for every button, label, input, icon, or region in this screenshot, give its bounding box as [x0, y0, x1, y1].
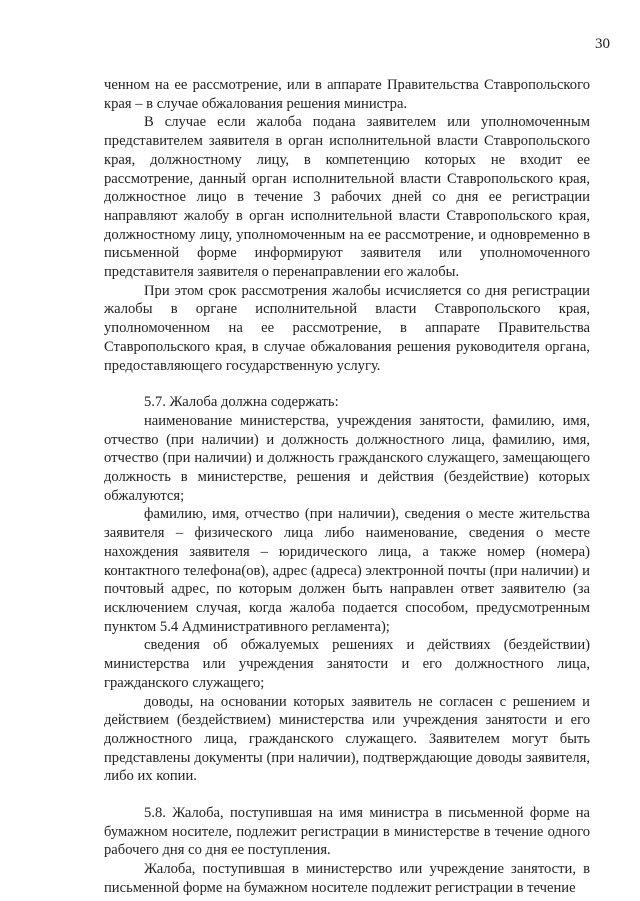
list-item-appealed-decisions: сведения об обжалуемых решениях и действиях (бездействии) министерства или учреждения занятости и его должностного лица, гражданского служащего;: [104, 637, 590, 691]
paragraph-continuation: ченном на ее рассмотрение, или в аппарате Правительства Ставропольского края – в случае обжалования решения министра.: [104, 77, 590, 112]
paragraph-registration: Жалоба, поступившая в министерство или учреждение занятости, в письменной форме на бумажном носителе подлежит регистрации в течение: [104, 861, 590, 896]
list-item-ministry-name: наименование министерства, учреждения занятости, фамилию, имя, отчество (при наличии) и должность должностного лица, фамилию, имя, отчество (при наличии) и должность гражданского служащего, замещающего должность в министерстве, решения и действия (бездействие) которых обжалуются;: [104, 412, 590, 504]
list-item-arguments: доводы, на основании которых заявитель не согласен с решением и действием (бездействием) министерства или учреждения занятости и его должностного лица, гражданского служащего. Заявителем могут быть представлены документы (при наличии), подтверждающие доводы заявителя, либо их копии.: [104, 693, 590, 785]
section-5-8-paragraph: 5.8. Жалоба, поступившая на имя министра в письменной форме на бумажном носителе, подлежит регистрации в министерстве в течение одного рабочего дня со дня ее поступления.: [104, 805, 590, 859]
paragraph-review-period: При этом срок рассмотрения жалобы исчисляется со дня регистрации жалобы в органе исполнительной власти Ставропольского края, уполномоченном на ее рассмотрение, в аппарате Правительства Ставропольского края, в случае обжалования решения руководителя органа, предоставляющего государственную услугу.: [104, 282, 590, 374]
page-number: 30: [595, 36, 610, 52]
section-5-7-heading: 5.7. Жалоба должна содержать:: [144, 394, 339, 411]
list-item-applicant-details: фамилию, имя, отчество (при наличии), сведения о месте жительства заявителя – физического лица либо наименование, сведения о месте нахождения заявителя – юридического лица, а также номер (номера) контактного телефона(ов), адрес (адреса) электронной почты (при наличии) и почтовый адрес, по которым должен быть направлен ответ заявителю (за исключением случая, когда жалоба подается способом, предусмотренным пунктом 5.4 Административного регламента);: [104, 506, 590, 635]
paragraph-redirect-complaint: В случае если жалоба подана заявителем или уполномоченным представителем заявителя в орган исполнительной власти Ставропольского края, должностному лицу, в компетенцию которых не входит ее рассмотрение, данный орган исполнительной власти Ставропольского края, должностное лицо в течение 3 рабочих дней со дня ее регистрации направляют жалобу в орган исполнительной власти Ставропольского края, должностному лицу, уполномоченным на ее рассмотрение, и одновременно в письменной форме информируют заявителя или уполномоченного представителя заявителя о перенаправлении его жалобы.: [104, 114, 590, 281]
document-body: [104, 76, 590, 898]
